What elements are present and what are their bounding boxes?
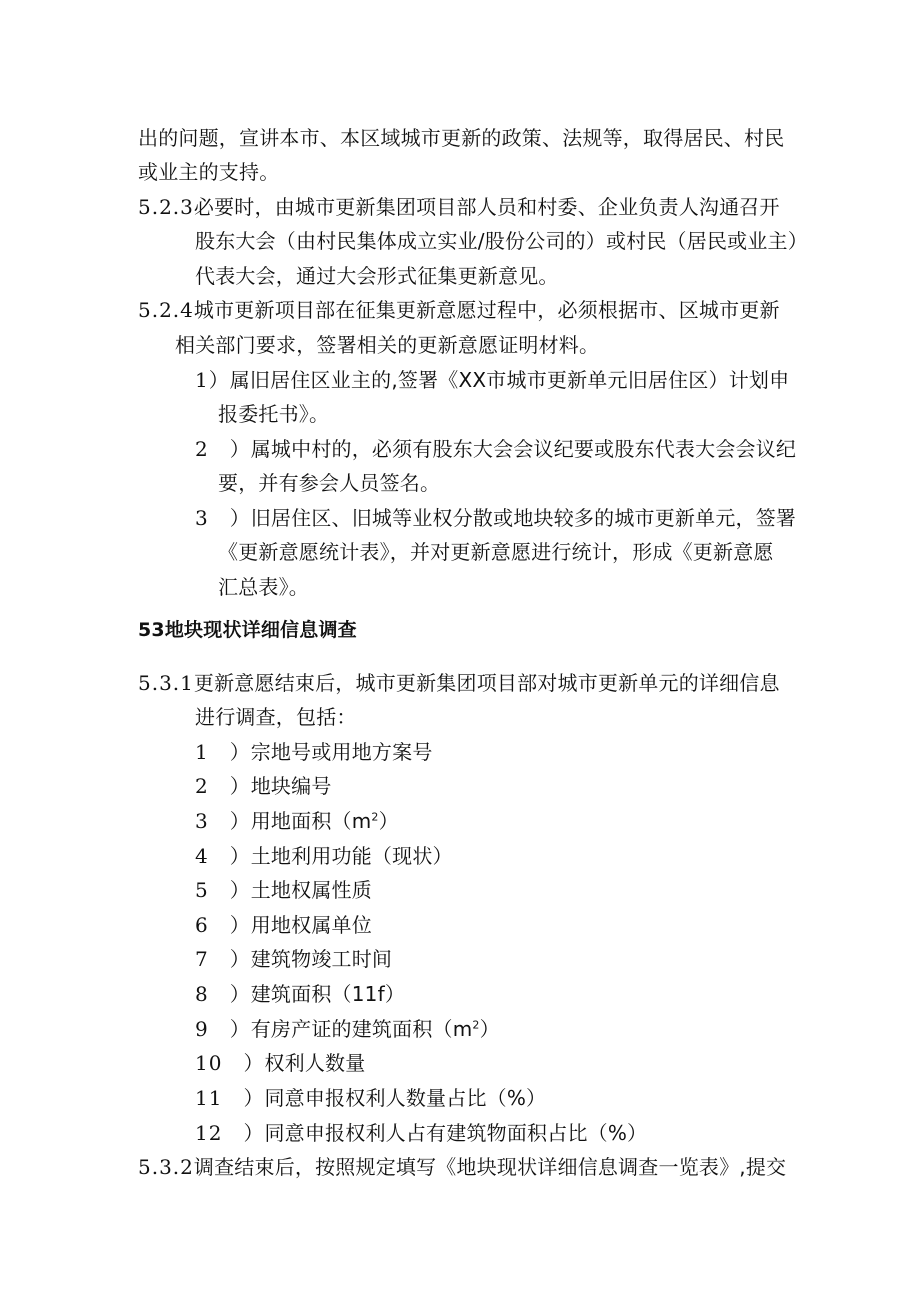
superscript: 2: [472, 1018, 480, 1032]
superscript: 2: [371, 810, 379, 824]
list-item: [195, 366, 789, 394]
survey-item: [195, 842, 453, 870]
clause-5-2-4: [138, 296, 780, 324]
survey-item-text: 同意申报权利人占有建筑物面积占比（%）: [264, 1121, 648, 1145]
survey-item-number: 12 ）: [195, 1121, 265, 1145]
clause-text-line: 股东大会（由村民集体成立实业/股份公司的）或村民（居民或业主）: [195, 229, 808, 253]
survey-item: [195, 1119, 647, 1147]
list-item-continuation: 要，并有参会人员签名。: [218, 471, 441, 495]
survey-item-text: 用地面积（m: [250, 809, 372, 833]
survey-item: [195, 738, 433, 766]
list-item: [195, 435, 796, 463]
list-item-number: 3 ）: [195, 506, 251, 530]
survey-item-number: 10 ）: [195, 1051, 265, 1075]
list-item-continuation: 报委托书》。: [218, 402, 330, 426]
clause-number: 5.3.1: [138, 671, 194, 695]
survey-item-text: 地块编号: [250, 774, 332, 798]
clause-text: 必要时，由城市更新集团项目部人员和村委、企业负责人沟通召开: [193, 195, 780, 219]
clause-text: 更新意愿结束后，城市更新集团项目部对城市更新单元的详细信息: [193, 671, 780, 695]
list-item: [195, 504, 796, 532]
survey-item-text: 权利人数量: [264, 1051, 366, 1075]
survey-item-text-tail: ）: [378, 809, 399, 833]
clause-number: 5.3.2: [138, 1155, 194, 1179]
clause-text-line: 进行调查，包括：: [195, 705, 357, 729]
clause-number: 5.2.3: [138, 195, 194, 219]
survey-item-number: 11 ）: [195, 1086, 265, 1110]
list-item-text: 旧居住区、旧城等业权分散或地块较多的城市更新单元，签署: [250, 506, 797, 530]
survey-item-text-tail: ）: [479, 1017, 500, 1041]
survey-item-number: 6 ）: [195, 913, 251, 937]
clause-5-3-2: [138, 1153, 786, 1181]
list-item-text: 属旧居住区业主的,签署《XX市城市更新单元旧居住区）计划申: [229, 368, 790, 392]
list-item-number: 2 ）: [195, 437, 251, 461]
survey-item-number: 9 ）: [195, 1017, 251, 1041]
survey-item: [195, 772, 332, 800]
survey-item-text: 建筑面积（11f）: [250, 982, 406, 1006]
survey-item-text: 有房产证的建筑面积（m: [250, 1017, 473, 1041]
survey-item-text: 土地权属性质: [250, 878, 372, 902]
list-item-continuation: 汇总表》。: [218, 575, 309, 599]
survey-item: [195, 980, 405, 1008]
survey-item: [195, 876, 372, 904]
survey-item-number: 4 ）: [195, 844, 251, 868]
clause-text: 城市更新项目部在征集更新意愿过程中，必须根据市、区城市更新: [193, 298, 780, 322]
clause-number: 5.2.4: [138, 298, 194, 322]
survey-item-text: 宗地号或用地方案号: [250, 740, 433, 764]
survey-item-number: 1 ）: [195, 740, 251, 764]
survey-item: [195, 1049, 365, 1077]
section-heading: 53地块现状详细信息调查: [138, 619, 357, 641]
list-item-text: 属城中村的，必须有股东大会会议纪要或股东代表大会会议纪: [250, 437, 797, 461]
clause-text: 调查结束后，按照规定填写《地块现状详细信息调查一览表》,提交: [193, 1155, 787, 1179]
survey-item-text: 建筑物竣工时间: [250, 947, 393, 971]
survey-item: [195, 1084, 546, 1112]
paragraph-line: 或业主的支持。: [138, 160, 280, 184]
survey-item-number: 8 ）: [195, 982, 251, 1006]
survey-item: [195, 911, 372, 939]
survey-item-number: 5 ）: [195, 878, 251, 902]
clause-5-3-1: [138, 669, 780, 697]
survey-item: [195, 1015, 500, 1043]
clause-text-line: 相关部门要求，签署相关的更新意愿证明材料。: [175, 333, 600, 357]
survey-item: [195, 807, 399, 835]
paragraph-line: 出的问题，宣讲本市、本区域城市更新的政策、法规等，取得居民、村民: [138, 126, 785, 150]
survey-item-number: 2 ）: [195, 774, 251, 798]
clause-text-line: 代表大会，通过大会形式征集更新意见。: [195, 264, 559, 288]
survey-item-text: 土地利用功能（现状）: [250, 844, 453, 868]
survey-item-number: 3 ）: [195, 809, 251, 833]
list-item-number: 1）: [195, 368, 230, 392]
survey-item-text: 同意申报权利人数量占比（%）: [264, 1086, 547, 1110]
survey-item-text: 用地权属单位: [250, 913, 372, 937]
list-item-continuation: 《更新意愿统计表》，并对更新意愿进行统计，形成《更新意愿: [218, 540, 774, 564]
survey-item: [195, 945, 392, 973]
survey-item-number: 7 ）: [195, 947, 251, 971]
clause-5-2-3: [138, 193, 780, 221]
